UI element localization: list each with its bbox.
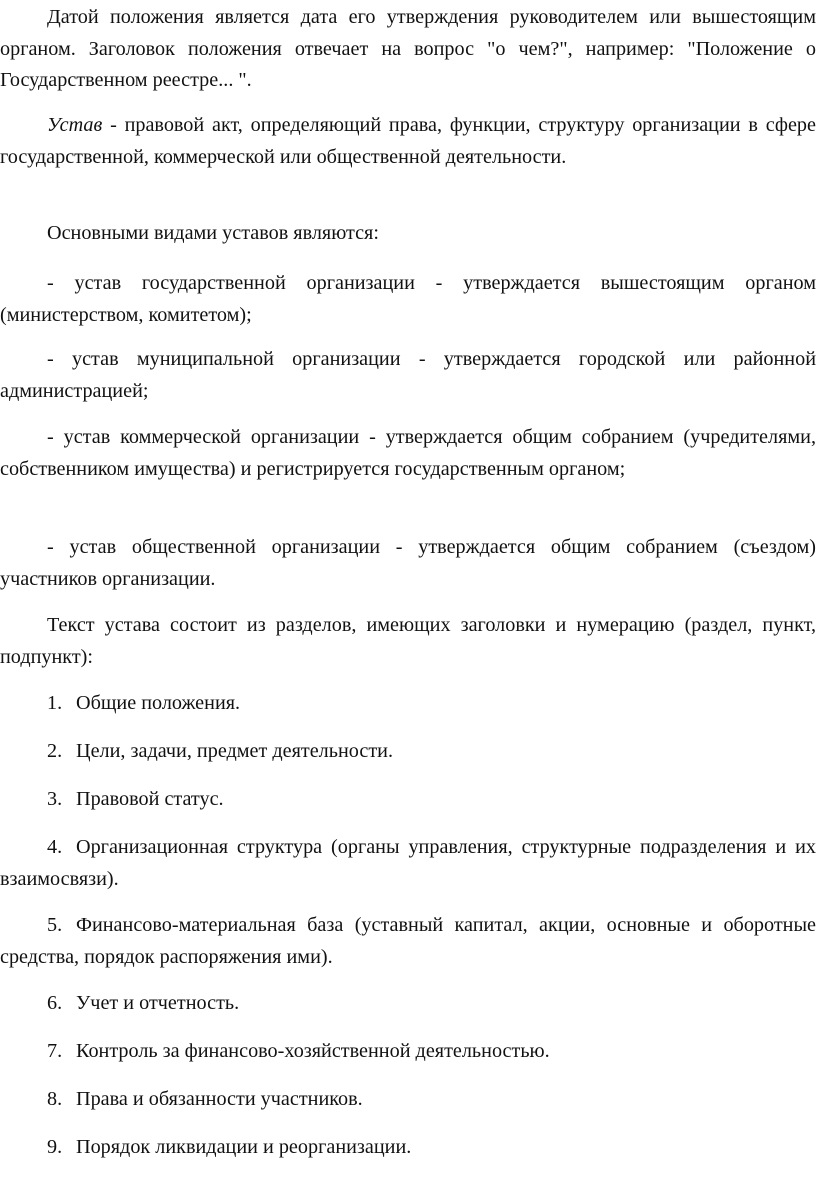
list-item [47,688,240,720]
list-number: 4. [47,836,63,858]
paragraph-charter-definition [0,110,816,173]
list-item [47,1132,411,1164]
list-item [0,910,816,973]
list-text: Контроль за финансово-хозяйственной деятельностью. [76,1040,550,1062]
charter-definition-text: - правовой акт, определяющий права, функции, структуру организации в сфере государственной, коммерческой или общественной деятельности. [0,114,816,168]
list-number: 9. [47,1136,63,1158]
paragraph-charter-types-intro: Основными видами уставов являются: [47,222,379,244]
list-item [47,988,239,1020]
list-item [47,1036,550,1068]
list-text: Порядок ликвидации и реорганизации. [76,1136,412,1158]
list-text: Права и обязанности участников. [76,1088,363,1110]
paragraph-public-charter: - устав общественной организации - утверждается общим собранием (съездом) участников организации. [0,536,816,590]
list-number: 8. [47,1088,63,1110]
term-charter: Устав [47,114,103,136]
list-text: Правовой статус. [76,788,224,810]
list-item [0,832,816,895]
list-text: Цели, задачи, предмет деятельности. [76,740,393,762]
paragraph-date-of-regulation: Датой положения является дата его утверждения руководителем или вышестоящим органом. Заголовок положения отвечает на вопрос "о чем?", например: "Положение о Государственном реестре... ". [0,6,816,91]
paragraph-charter-structure: Текст устава состоит из разделов, имеющих заголовки и нумерацию (раздел, пункт, подпункт): [0,614,816,668]
list-item [47,736,393,768]
paragraph-municipal-charter: - устав муниципальной организации - утверждается городской или районной администрацией; [0,348,816,402]
list-text: Общие положения. [76,692,241,714]
list-text: Учет и отчетность. [76,992,240,1014]
paragraph-commercial-charter: - устав коммерческой организации - утверждается общим собранием (учредителями, собственником имущества) и регистрируется государственным органом; [0,426,816,480]
list-number: 3. [47,788,63,810]
list-number: 1. [47,692,63,714]
list-item [47,1084,363,1116]
list-text: Организационная структура (органы управления, структурные подразделения и их взаимосвязи). [0,836,816,890]
list-item [47,784,224,816]
list-number: 5. [47,914,63,936]
list-number: 6. [47,992,63,1014]
list-number: 2. [47,740,63,762]
list-text: Финансово-материальная база (уставный капитал, акции, основные и оборотные средства, порядок распоряжения ими). [0,914,816,968]
list-number: 7. [47,1040,63,1062]
paragraph-state-charter: - устав государственной организации - утверждается вышестоящим органом (министерством, комитетом); [0,272,816,326]
